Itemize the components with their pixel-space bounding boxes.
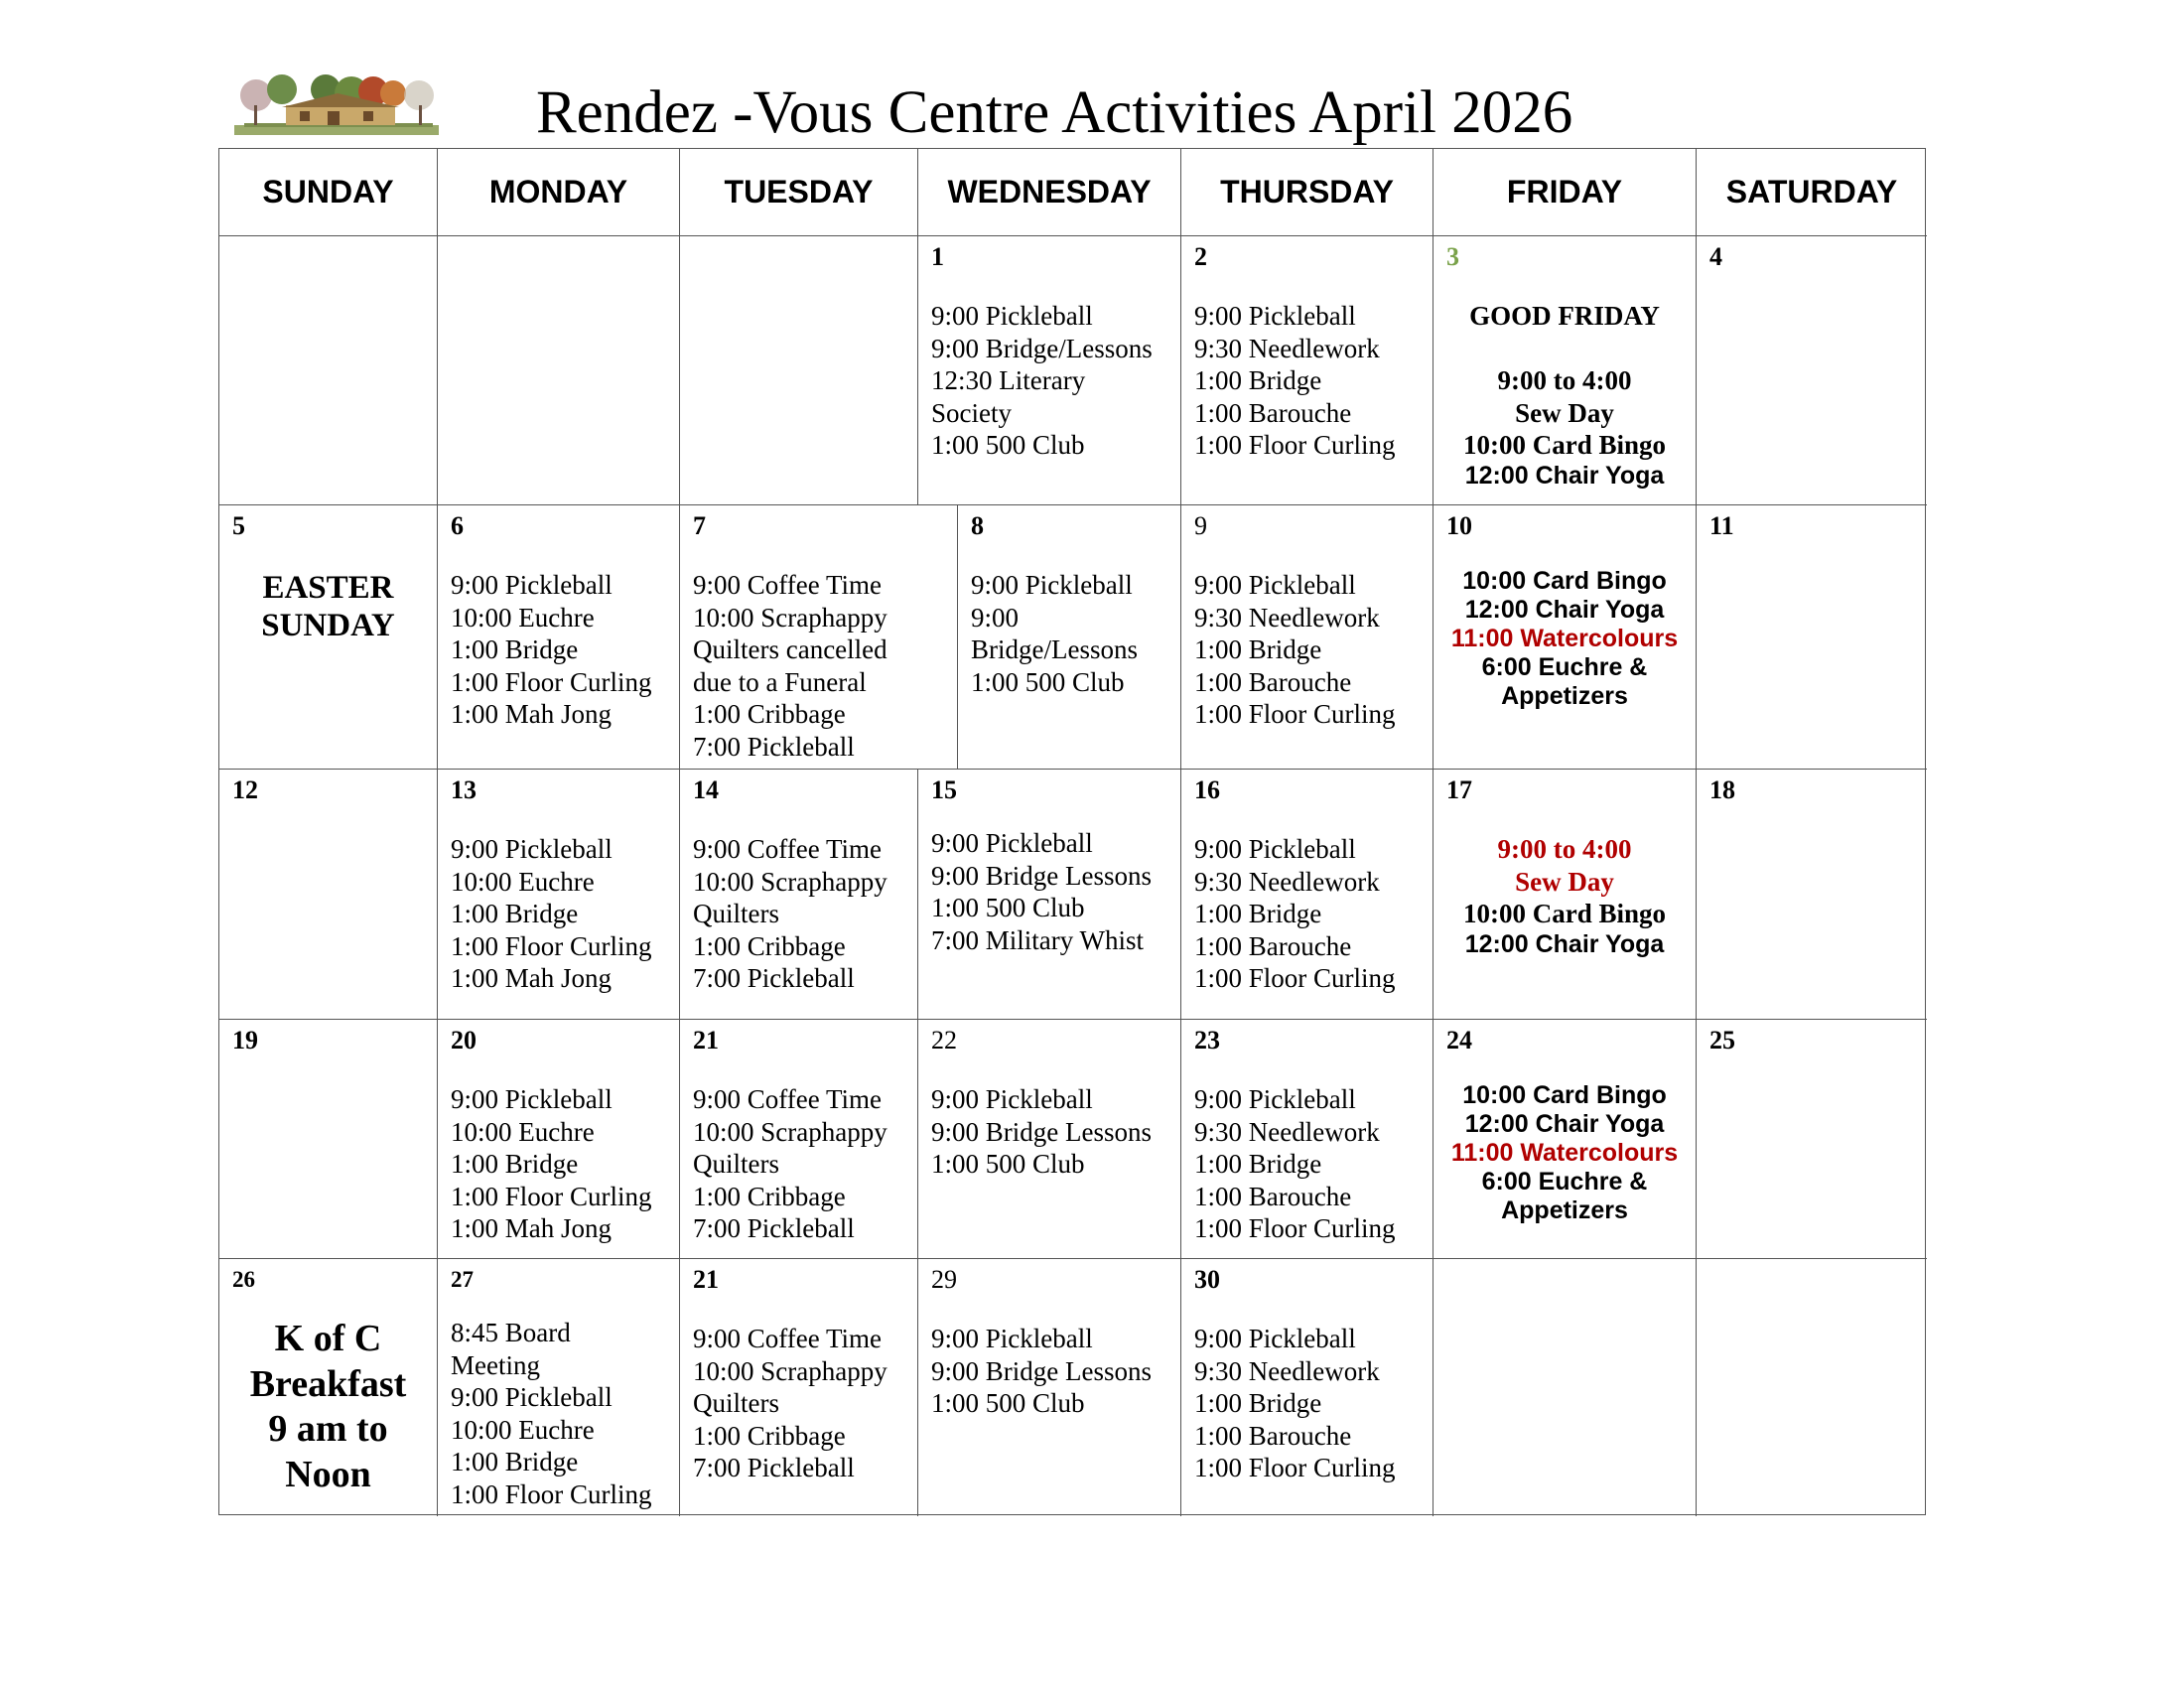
activity: 9:00 Pickleball [1194,301,1356,331]
activity: 7:00 Pickleball [693,1213,855,1243]
activity: 1:00 Bridge [1194,1388,1322,1418]
day-number: 2 [1194,242,1207,271]
centre-logo [234,71,439,137]
activity: 1:00 Floor Curling [451,1478,652,1509]
activity: 1:00 Mah Jong [451,699,612,729]
weekday-header-sunday: SUNDAY [219,149,438,236]
activity: 7:00 Pickleball [693,731,855,762]
activity: 12:00 Chair Yoga [1464,1110,1665,1138]
activity: 9:00 [971,602,1020,633]
activity: 9:00 Pickleball [451,834,613,864]
activity: 9:00 Coffee Time [693,570,883,600]
activity-list [451,569,673,731]
activity-list [451,1083,673,1245]
day-number: 24 [1446,1026,1472,1055]
day-cell-18 [1697,770,1927,1020]
day-number: 20 [451,1026,477,1055]
day-cell-9 [1181,505,1433,770]
activity-list [931,1323,1174,1420]
activity: Appetizers [1501,1196,1628,1224]
activity: 9:30 Needlework [1194,1355,1380,1386]
holiday-label: GOOD FRIDAY [1469,301,1660,331]
activity: 9:00 Pickleball [451,1084,613,1114]
activity: 1:00 Floor Curling [451,930,652,961]
activity: 1:00 Floor Curling [1194,1453,1396,1482]
day-number: 4 [1709,242,1722,271]
activity: 10:00 Card Bingo [1462,899,1667,928]
activity: 9:00 Pickleball [451,570,613,600]
day-cell-27 [438,1259,680,1516]
activity: 1:00 Bridge [1194,1149,1322,1179]
activity: 10:00 Euchre [451,602,595,633]
activity: 7:00 Pickleball [693,963,855,993]
day-number: 26 [232,1267,255,1292]
activity: 10:00 Euchre [451,1414,595,1445]
activity: 1:00 Barouche [1194,666,1352,697]
activity: 1:00 Barouche [1194,930,1352,961]
event-line: 9 am to [268,1408,388,1450]
day-number: 30 [1194,1265,1220,1294]
event-label [219,1317,437,1497]
page-title: Rendez -Vous Centre Activities April 2026 [536,79,1573,146]
holiday-line: EASTER [262,570,394,606]
activity: 9:30 Needlework [1194,1116,1380,1147]
activity: 1:00 Mah Jong [451,1213,612,1243]
day-cell-7 [680,505,958,770]
holiday-line: SUNDAY [261,608,395,643]
activity: 7:00 Military Whist [931,924,1144,955]
event-line: K of C [274,1318,382,1359]
activity: 9:00 Coffee Time [693,1084,883,1114]
day-cell-16 [1181,770,1433,1020]
activity: 1:00 Barouche [1194,397,1352,428]
activity: 1:00 Cribbage [693,1420,846,1451]
weekday-header-thursday: THURSDAY [1181,149,1433,236]
activity: 9:00 Pickleball [1194,570,1356,600]
activity: 9:00 Pickleball [971,570,1133,600]
activity-list [1194,569,1427,731]
day-number: 9 [1194,511,1207,540]
activity: 1:00 Cribbage [693,1181,846,1211]
activity: 9:00 Bridge Lessons [931,1116,1152,1147]
activity: 1:00 Floor Curling [1194,430,1396,460]
activity: Sew Day [1515,397,1614,428]
weekday-header-monday: MONDAY [438,149,680,236]
day-cell-3 [1433,236,1697,505]
activity: Quilters [693,1149,779,1179]
activity: 10:00 Scraphappy [693,1355,887,1386]
day-cell-12 [219,770,438,1020]
empty-day-cell [680,236,918,505]
activity: 6:00 Euchre & [1481,1168,1648,1196]
activity: 9:00 Bridge/Lessons [931,333,1153,363]
day-cell-30 [1181,1259,1433,1516]
holiday-label [219,569,437,644]
day-number: 23 [1194,1026,1220,1055]
activity-list [1433,567,1696,711]
empty-day-cell [1697,1259,1927,1516]
activity: 9:00 Pickleball [1194,1084,1356,1114]
day-cell-29 [918,1259,1181,1516]
activity-highlighted: 9:00 to 4:00 [1497,834,1632,864]
activity: 6:00 Euchre & [1481,653,1648,681]
day-cell-10 [1433,505,1697,770]
event-line: Noon [285,1453,371,1495]
activity: 9:00 to 4:00 [1497,365,1632,395]
activity: 10:00 Card Bingo [1462,1081,1667,1109]
day-cell-4 [1697,236,1927,505]
activity-list [1194,300,1427,462]
day-cell-21 [680,1020,918,1259]
day-cell-15 [918,770,1181,1020]
activity: 9:30 Needlework [1194,333,1380,363]
day-cell-1 [918,236,1181,505]
activity: 1:00 Floor Curling [1194,699,1396,729]
activity: 7:00 Pickleball [693,1453,855,1482]
day-cell-23 [1181,1020,1433,1259]
activity: 1:00 Bridge [451,634,579,664]
activity: 1:00 Bridge [451,1447,579,1477]
day-cell-24 [1433,1020,1697,1259]
day-cell-14 [680,770,918,1020]
activity-list [1194,1323,1427,1484]
activity: 10:00 Scraphappy [693,866,887,897]
activity: Society [931,397,1012,428]
day-number: 6 [451,511,464,540]
activity: 1:00 Bridge [1194,365,1322,395]
day-number: 22 [931,1026,957,1055]
day-cell-26 [219,1259,438,1516]
weekday-header-friday: FRIDAY [1433,149,1697,236]
activity: due to a Funeral [693,666,867,697]
day-cell-6 [438,505,680,770]
day-number: 18 [1709,775,1735,804]
activity: 9:30 Needlework [1194,866,1380,897]
day-number: 7 [693,511,706,540]
activity: 1:00 Floor Curling [451,1181,652,1211]
activity: 1:00 Floor Curling [1194,1213,1396,1243]
activity: 9:00 Pickleball [1194,1324,1356,1353]
day-number: 10 [1446,511,1472,540]
activity: Meeting [451,1349,540,1380]
activity: Bridge/Lessons [971,634,1138,664]
activity: 1:00 500 Club [931,430,1085,460]
day-cell-25 [1697,1020,1927,1259]
activity: 1:00 500 Club [931,1388,1085,1418]
activity: 12:00 Chair Yoga [1464,596,1665,624]
activity-list [931,300,1174,462]
day-number: 27 [451,1267,474,1292]
activity: 10:00 Scraphappy [693,602,887,633]
activity: 9:00 Coffee Time [693,1324,883,1353]
activity: 1:00 500 Club [931,1149,1085,1179]
day-number: 11 [1709,511,1734,540]
activity: 10:00 Scraphappy [693,1116,887,1147]
activity: 10:00 Card Bingo [1462,567,1667,595]
activity-list [971,569,1174,698]
activity: 1:00 Barouche [1194,1420,1352,1451]
day-number: 5 [232,511,245,540]
empty-day-cell [438,236,680,505]
empty-day-cell [1433,1259,1697,1516]
day-number: 17 [1446,775,1472,804]
activity: 8:45 Board [451,1318,571,1347]
activity: 1:00 Cribbage [693,930,846,961]
activity-list [451,833,673,995]
activity-list [1194,833,1427,995]
activity: 12:00 Chair Yoga [1464,929,1665,958]
day-number: 13 [451,775,477,804]
day-cell-11 [1697,505,1927,770]
day-cell-22 [918,1020,1181,1259]
day-cell-28 [680,1259,918,1516]
activity: 1:00 Bridge [1194,899,1322,928]
activity-highlighted: Sew Day [1515,866,1614,897]
activity-list [693,1083,911,1245]
activity: 1:00 Cribbage [693,699,846,729]
day-number: 16 [1194,775,1220,804]
day-cell-13 [438,770,680,1020]
activity: 1:00 Bridge [451,1149,579,1179]
day-number: 1 [931,242,944,271]
activity: 12:30 Literary [931,365,1086,395]
day-number: 14 [693,775,719,804]
activity: Quilters [693,899,779,928]
activity: 1:00 500 Club [931,893,1085,922]
activity: 9:00 Pickleball [931,828,1093,858]
activity: 9:00 Pickleball [1194,834,1356,864]
activity-list [1433,833,1696,959]
activity-list [1194,1083,1427,1245]
day-number: 15 [931,775,957,804]
activity-highlighted: 11:00 Watercolours [1450,625,1679,652]
day-number: 12 [232,775,258,804]
day-cell-17 [1433,770,1697,1020]
weekday-header-wednesday: WEDNESDAY [918,149,1181,236]
activity-list [1433,1081,1696,1225]
activity: 9:00 Coffee Time [693,834,883,864]
activity: Appetizers [1501,682,1628,710]
event-line: Breakfast [249,1362,407,1405]
day-number: 21 [693,1265,719,1294]
weekday-header-tuesday: TUESDAY [680,149,918,236]
empty-day-cell [219,236,438,505]
activity-list [693,569,951,763]
activity: 1:00 Floor Curling [1194,963,1396,993]
activity: 9:00 Pickleball [931,1324,1093,1353]
activity: 12:00 Chair Yoga [1464,461,1665,490]
activity: 9:00 Bridge Lessons [931,860,1152,891]
activity-list [1433,300,1696,491]
activity: 1:00 Bridge [1194,634,1322,664]
activity: Quilters [693,1388,779,1418]
activity-list [931,1083,1174,1181]
activity: 1:00 Mah Jong [451,963,612,993]
day-number: 21 [693,1026,719,1055]
weekday-header-saturday: SATURDAY [1697,149,1927,236]
activity: 9:00 Pickleball [931,1084,1093,1114]
activity: Quilters cancelled [693,634,887,664]
activity: 9:00 Pickleball [451,1382,613,1412]
activity: 1:00 Floor Curling [451,666,652,697]
day-cell-5 [219,505,438,770]
day-number: 29 [931,1265,957,1294]
activity-list [931,827,1174,956]
day-cell-19 [219,1020,438,1259]
activity-highlighted: 11:00 Watercolours [1450,1139,1679,1167]
activity-list [451,1317,673,1510]
activity: 1:00 Bridge [451,899,579,928]
day-number: 25 [1709,1026,1735,1055]
activity: 9:30 Needlework [1194,602,1380,633]
activity: 9:00 Pickleball [931,301,1093,331]
activity: 10:00 Card Bingo [1462,430,1667,460]
day-cell-8 [958,505,1181,770]
day-number: 19 [232,1026,258,1055]
activity: 10:00 Euchre [451,866,595,897]
spacer [1433,333,1696,365]
activity: 9:00 Bridge Lessons [931,1355,1152,1386]
day-cell-2 [1181,236,1433,505]
activity: 1:00 500 Club [971,666,1125,697]
day-number: 8 [971,511,984,540]
activity: 10:00 Euchre [451,1116,595,1147]
activity: 1:00 Barouche [1194,1181,1352,1211]
day-cell-20 [438,1020,680,1259]
day-number: 3 [1446,242,1459,271]
activity-list [693,833,911,995]
calendar-grid [218,148,1926,1515]
activity-list [693,1323,911,1484]
